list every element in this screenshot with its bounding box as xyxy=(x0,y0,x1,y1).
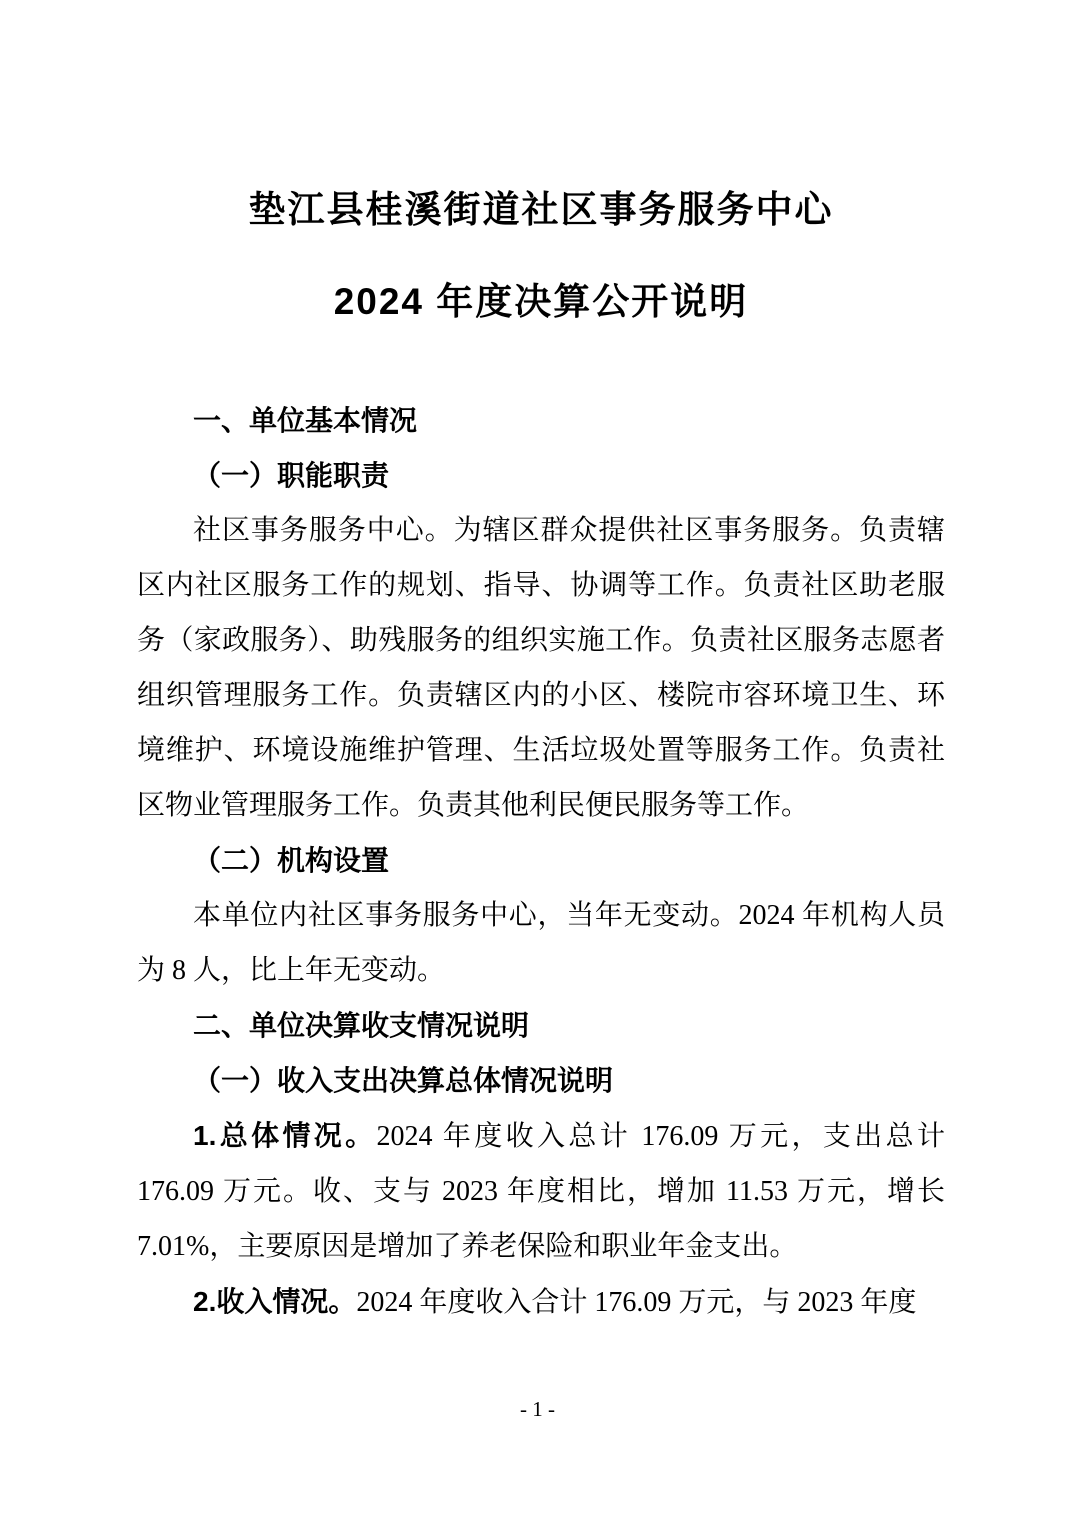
title-line-1: 垫江县桂溪街道社区事务服务中心 xyxy=(248,189,834,230)
paragraph-income-text: 2024 年度收入合计 176.09 万元，与 2023 年度 xyxy=(356,1287,917,1318)
page-number: - 1 - xyxy=(520,1397,555,1421)
paragraph-duties: 社区事务服务中心。为辖区群众提供社区事务服务。负责辖区内社区服务工作的规划、指导、协调等工作。负责社区助老服务（家政服务）、助残服务的组织实施工作。负责社区服务志愿者组织管理服务工作。负责辖区内的小区、楼院市容环境卫生、环境维护、环境设施维护管理、生活垃圾处置等服务工作。负责社区物业管理服务工作。负责其他利民便民服务等工作。 xyxy=(137,515,945,821)
title-line-2: 2024 年度决算公开说明 xyxy=(333,281,749,322)
paragraph-organization: 本单位内社区事务服务中心，当年无变动。2024 年机构人员为 8 人，比上年无变动。 xyxy=(137,900,945,986)
paragraph-overall-text: 2024 年度收入总计 176.09 万元，支出总计 176.09 万元。收、支与 2023 年度相比，增加 11.53 万元，增长 7.01%，主要原因是增加了养老保险和职业年金支出。 xyxy=(137,1121,945,1262)
heading-sub-1-1: （一）职能职责 xyxy=(193,460,390,491)
page-footer xyxy=(0,1397,1075,1422)
document-body xyxy=(137,393,945,1330)
heading-sub-2-1: （一）收入支出决算总体情况说明 xyxy=(193,1065,614,1096)
paragraph-overall-situation xyxy=(137,1108,945,1274)
heading-sub-1-2: （二）机构设置 xyxy=(193,845,390,876)
paragraph-income-lead: 2.收入情况。 xyxy=(193,1286,357,1317)
document-title xyxy=(137,185,945,327)
paragraph-income-situation xyxy=(137,1274,945,1330)
paragraph-overall-lead: 1.总体情况。 xyxy=(193,1120,377,1151)
heading-section-1: 一、单位基本情况 xyxy=(193,405,418,436)
heading-section-2: 二、单位决算收支情况说明 xyxy=(193,1010,530,1041)
